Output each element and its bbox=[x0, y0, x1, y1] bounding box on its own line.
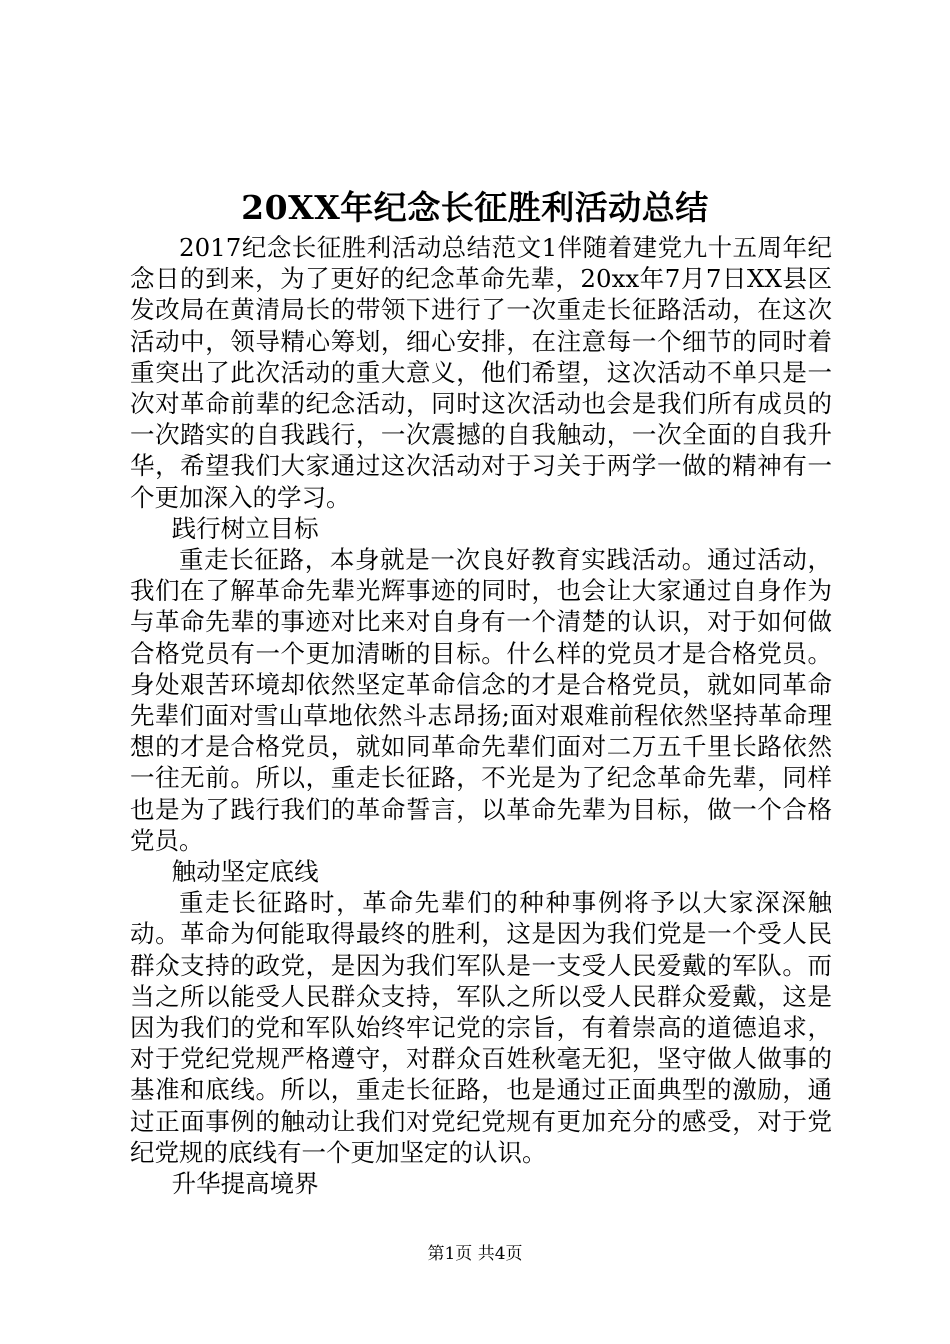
paragraph-practice: 重走长征路，本身就是一次良好教育实践活动。通过活动，我们在了解革命先辈光辉事迹的同时，也会让大家通过自身作为与革命先辈的事迹对比来对自身有一个清楚的认识，对于如何做合格党员有一个更加清晰的目标。什么样的党员才是合格党员。身处艰苦环境却依然坚定革命信念的才是合格党员，就如同革命先辈们面对雪山草地依然斗志昂扬;面对艰难前程依然坚持革命理想的才是合格党员，就如同革命先辈们面对二万五千里长路依然一往无前。所以，重走长征路，不光是为了纪念革命先辈，同样也是为了践行我们的革命誓言，以革命先辈为目标，做一个合格党员。 bbox=[130, 545, 832, 855]
document-body bbox=[130, 232, 832, 1199]
page-footer: 第1页 共4页 bbox=[427, 1244, 523, 1264]
section-heading-bottom-line: 触动坚定底线 bbox=[171, 857, 319, 887]
section-heading-practice: 践行树立目标 bbox=[171, 513, 319, 543]
paragraph-bottom-line: 重走长征路时，革命先辈们的种种事例将予以大家深深触动。革命为何能取得最终的胜利，这是因为我们党是一个受人民群众支持的政党，是因为我们军队是一支受人民爱戴的军队。而当之所以能受人民群众支持，军队之所以受人民群众爱戴，这是因为我们的党和军队始终牢记党的宗旨，有着崇高的道德追求，对于党纪党规严格遵守，对群众百姓秋毫无犯，坚守做人做事的基准和底线。所以，重走长征路，也是通过正面典型的激励，通过正面事例的触动让我们对党纪党规有更加充分的感受，对于党纪党规的底线有一个更加坚定的认识。 bbox=[130, 888, 832, 1167]
paragraph-intro: 2017纪念长征胜利活动总结范文1伴随着建党九十五周年纪念日的到来，为了更好的纪念革命先辈，20xx年7月7日XX县区发改局在黄清局长的带领下进行了一次重走长征路活动，在这次活动中，领导精心筹划，细心安排，在注意每一个细节的同时着重突出了此次活动的重大意义，他们希望，这次活动不单只是一次对革命前辈的纪念活动，同时这次活动也会是我们所有成员的一次踏实的自我践行，一次震撼的自我触动，一次全面的自我升华，希望我们大家通过这次活动对于习关于两学一做的精神有一个更加深入的学习。 bbox=[130, 233, 832, 512]
section-heading-elevate: 升华提高境界 bbox=[171, 1169, 319, 1199]
document-title: 20XX年纪念长征胜利活动总结 bbox=[241, 188, 709, 227]
